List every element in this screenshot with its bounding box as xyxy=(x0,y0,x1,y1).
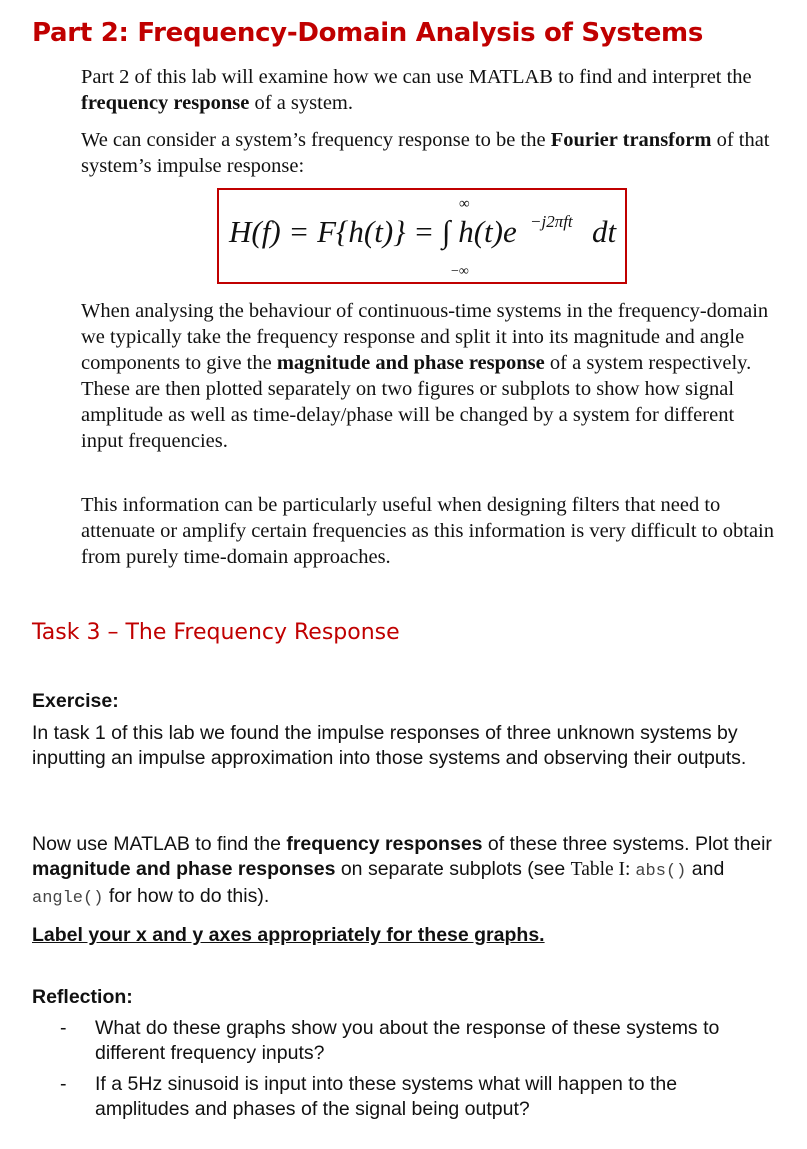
fourier-transform-term: Fourier transform xyxy=(550,129,712,151)
exercise-text: In task 1 of this lab we found the impulse responses of three unknown systems by inputting an impulse approximation into those systems and observing their outputs. xyxy=(32,722,747,769)
label-axes-instruction: Label your x and y axes appropriately for these graphs. xyxy=(32,924,545,946)
instr-text: and xyxy=(686,858,725,880)
analysis-text: of a system respectively. These are then plotted separately on two figures or subplots to show how signal amplitude as well as time-delay/phase will be changed by a system for different input frequencies. xyxy=(81,352,752,452)
exercise-instructions xyxy=(32,832,772,911)
instr-text: Now use MATLAB to find the xyxy=(32,833,287,855)
reflection-question-2: If a 5Hz sinusoid is input into these systems what will happen to the amplitudes and phases of the signal being output? xyxy=(95,1073,678,1120)
intro-paragraph-1 xyxy=(81,64,781,116)
task-heading: Task 3 – The Frequency Response xyxy=(32,620,400,645)
instr-text: of these three systems. Plot their xyxy=(482,833,772,855)
instr-text: on separate subplots (see xyxy=(335,858,571,880)
analysis-paragraph-1 xyxy=(81,298,781,454)
equation-main: H(f) = F{h(t)} = ∫ h(t)e xyxy=(229,214,517,249)
reflection-label: Reflection: xyxy=(32,986,133,1008)
reflection-question-1: What do these graphs show you about the response of these systems to different frequency inputs? xyxy=(95,1017,720,1064)
analysis-text: When analysing the behaviour of continuous-time systems in the frequency-domain we typically take the frequency response and split it into its magnitude and angle components to give the xyxy=(81,300,769,374)
instr-text: for how to do this). xyxy=(103,885,270,907)
angle-function-code: angle() xyxy=(32,889,104,908)
frequency-response-term: frequency response xyxy=(81,92,250,114)
integral-upper-limit: ∞ xyxy=(459,196,470,212)
intro-text: of a system. xyxy=(249,92,353,114)
intro-text: We can consider a system’s frequency response to be the xyxy=(81,129,551,151)
equation-exponent: −j2πft xyxy=(530,212,573,231)
integral-lower-limit: −∞ xyxy=(451,264,469,279)
bullet-dash: - xyxy=(60,1017,67,1039)
intro-paragraph-2 xyxy=(81,127,781,179)
table-reference: Table I: xyxy=(570,859,636,880)
frequency-responses-term: frequency responses xyxy=(286,833,483,855)
magnitude-phase-term: magnitude and phase response xyxy=(276,352,545,374)
intro-text: Part 2 of this lab will examine how we can use MATLAB to find and interpret the xyxy=(81,66,752,88)
bullet-dash: - xyxy=(60,1073,67,1095)
exercise-label: Exercise: xyxy=(32,690,119,712)
analysis-paragraph-2: This information can be particularly useful when designing filters that need to attenuate or amplify certain frequencies as this information is very difficult to obtain from purely time-domain approaches. xyxy=(81,494,774,568)
page-title: Part 2: Frequency-Domain Analysis of Systems xyxy=(32,18,704,48)
equation-box xyxy=(217,188,627,284)
intro-text: of that system’s impulse response: xyxy=(81,129,770,177)
abs-function-code: abs() xyxy=(635,862,687,881)
magnitude-phase-responses-term: magnitude and phase responses xyxy=(32,858,336,880)
equation-dt: dt xyxy=(592,214,617,249)
